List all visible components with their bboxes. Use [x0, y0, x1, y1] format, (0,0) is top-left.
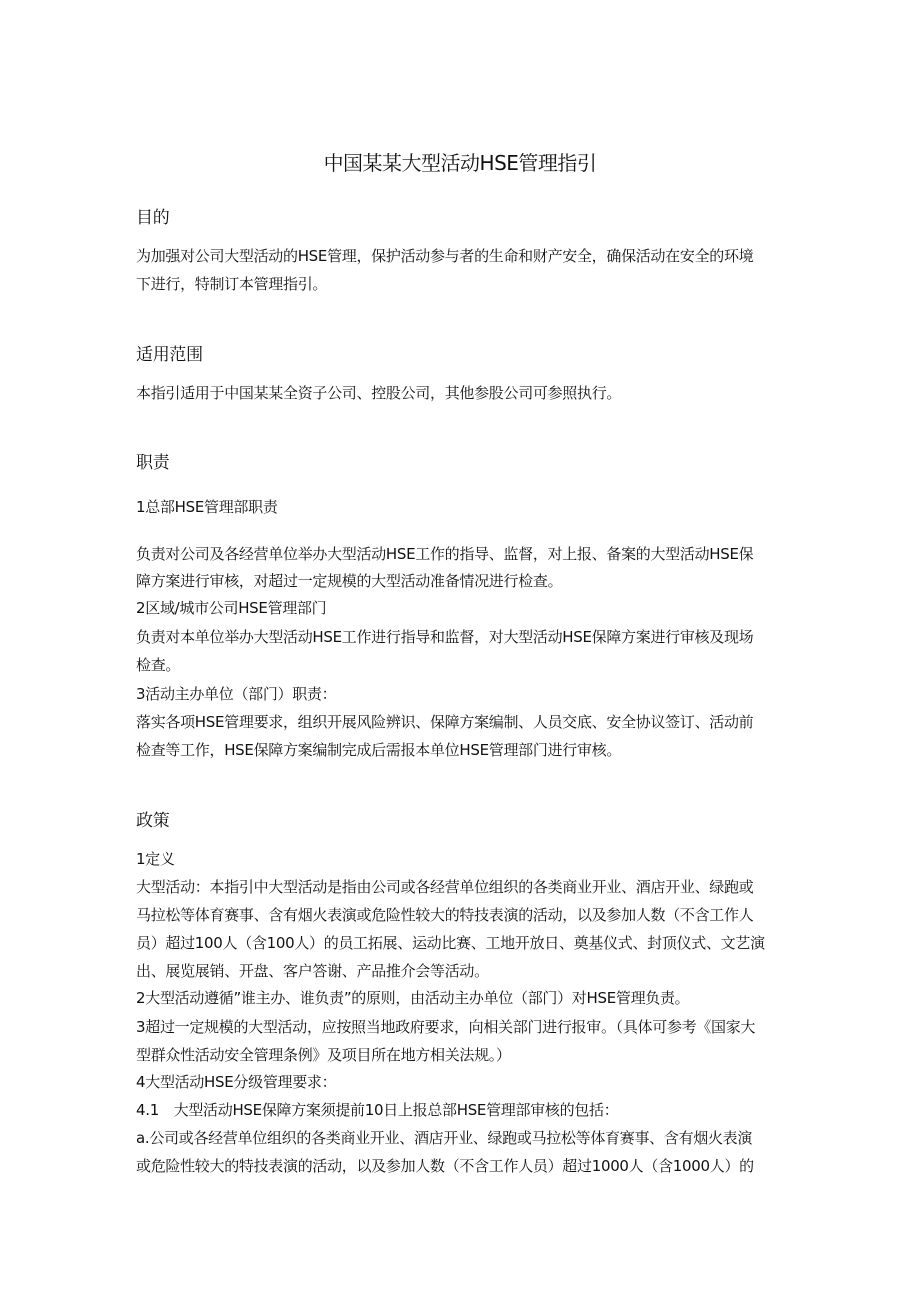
section-heading-scope: 适用范围: [136, 345, 203, 365]
section-heading-duties: 职责: [136, 453, 170, 473]
paragraph-line: 型群众性活动安全管理条例》及项目所在地方相关法规。）: [136, 1046, 511, 1064]
subsection-title: 2区域/城市公司HSE管理部门: [136, 599, 327, 617]
paragraph-line: 出、展览展销、开盘、客户答谢、产品推介会等活动。: [136, 962, 489, 980]
paragraph-line: 员）超过100人（含100人）的员工拓展、运动比赛、工地开放日、奠基仪式、封顶仪式、文艺演: [136, 934, 765, 952]
paragraph-line: 检查等工作，HSE保障方案编制完成后需报本单位HSE管理部门进行审核。: [136, 741, 622, 759]
paragraph-line: 负责对公司及各经营单位举办大型活动HSE工作的指导、监督，对上报、备案的大型活动HSE保: [136, 545, 754, 563]
subsection-title: 1总部HSE管理部职责: [136, 498, 278, 516]
paragraph-line: 马拉松等体育赛事、含有烟火表演或危险性较大的特技表演的活动，以及参加人数（不含工作人: [136, 906, 754, 924]
paragraph-line: 检查。: [136, 656, 181, 674]
paragraph-line: 大型活动：本指引中大型活动是指由公司或各经营单位组织的各类商业开业、酒店开业、绿跑或: [136, 878, 754, 896]
paragraph-line: 为加强对公司大型活动的HSE管理，保护活动参与者的生命和财产安全，确保活动在安全的环境: [136, 247, 754, 265]
paragraph-line: 障方案进行审核，对超过一定规模的大型活动准备情况进行检查。: [136, 572, 563, 590]
section-heading-policy: 政策: [136, 811, 170, 831]
paragraph-line: 4.1 大型活动HSE保障方案须提前10日上报总部HSE管理部审核的包括：: [136, 1101, 619, 1119]
paragraph-line: 下进行，特制订本管理指引。: [136, 275, 328, 293]
section-heading-purpose: 目的: [136, 208, 170, 228]
subsection-title: 3活动主办单位（部门）职责：: [136, 685, 337, 703]
document-title: 中国某某大型活动HSE管理指引: [323, 151, 597, 175]
paragraph-line: 落实各项HSE管理要求，组织开展风险辨识、保障方案编制、人员交底、安全协议签订、活动前: [136, 713, 754, 731]
paragraph-line: 负责对本单位举办大型活动HSE工作进行指导和监督，对大型活动HSE保障方案进行审核及现场: [136, 628, 754, 646]
paragraph-line: 或危险性较大的特技表演的活动，以及参加人数（不含工作人员）超过1000人（含1000人）的: [136, 1157, 754, 1175]
paragraph-line: a.公司或各经营单位组织的各类商业开业、酒店开业、绿跑或马拉松等体育赛事、含有烟火表演: [136, 1129, 753, 1147]
paragraph-line: 1定义: [136, 850, 175, 868]
paragraph-line: 2大型活动遵循”谁主办、谁负责”的原则，由活动主办单位（部门）对HSE管理负责。: [136, 989, 690, 1007]
paragraph-line: 本指引适用于中国某某全资子公司、控股公司，其他参股公司可参照执行。: [136, 384, 622, 402]
paragraph-line: 3超过一定规模的大型活动，应按照当地政府要求，向相关部门进行报审。（具体可参考《国家大: [136, 1018, 756, 1036]
paragraph-line: 4大型活动HSE分级管理要求：: [136, 1073, 337, 1091]
